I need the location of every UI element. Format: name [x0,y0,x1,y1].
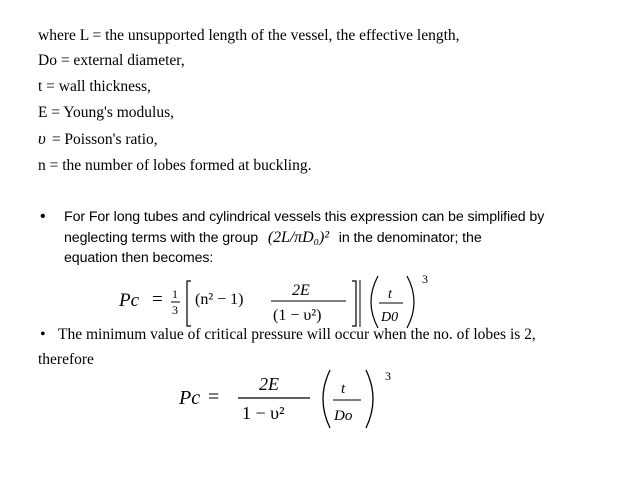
bullet2-line2: therefore [38,351,94,368]
eq1-denominator: (1 − υ²) [273,307,322,324]
definition-thickness: t = wall thickness, [38,78,151,95]
eq1-Do: D0 [381,310,399,325]
definition-modulus: E = Young's modulus, [38,104,174,121]
eq1-equals: = [152,289,163,310]
definition-poisson-text: = Poisson's ratio, [51,131,158,148]
bullet2-line1: The minimum value of critical pressure will occur when the no. of lobes is 2, [58,326,536,343]
bullet-dot: • [40,326,46,343]
bullet1-line2-after: in the denominator; the [338,230,482,246]
eq2-left-paren [323,370,330,428]
eq1-one: 1 [172,287,178,301]
eq1-lhs: Pc [119,290,140,311]
eq1-numerator: 2E [292,282,310,299]
definition-length: where L = the unsupported length of the vessel, the effective length, [38,27,460,44]
bullet-dot: • [40,208,46,225]
eq2-t: t [341,381,346,397]
eq2-power: 3 [385,369,391,383]
eq1-three: 3 [172,303,178,317]
group-expression: (2L/πD₀)² [267,229,329,246]
eq2-Do: Do [334,408,353,424]
bullet1-line2-before: neglecting terms with the group [64,230,259,246]
eq2-lhs: Pc [179,387,201,409]
eq1-power: 3 [422,272,428,286]
bullet1-line1: For For long tubes and cylindrical vessels this expression can be simplified by [64,209,545,225]
eq2-equals: = [208,386,220,408]
eq2-numerator: 2E [259,374,279,394]
eq2-right-paren [366,370,373,428]
eq2-denominator: 1 − υ² [242,403,285,423]
eq1-t: t [388,287,392,302]
bullet1-line3: equation then becomes: [64,250,214,266]
definition-lobes: n = the number of lobes formed at buckling. [38,157,312,174]
eq1-bracket-term: (n² − 1) [195,291,244,308]
definition-diameter: Do = external diameter, [38,52,185,69]
upsilon-symbol: υ [38,129,46,148]
